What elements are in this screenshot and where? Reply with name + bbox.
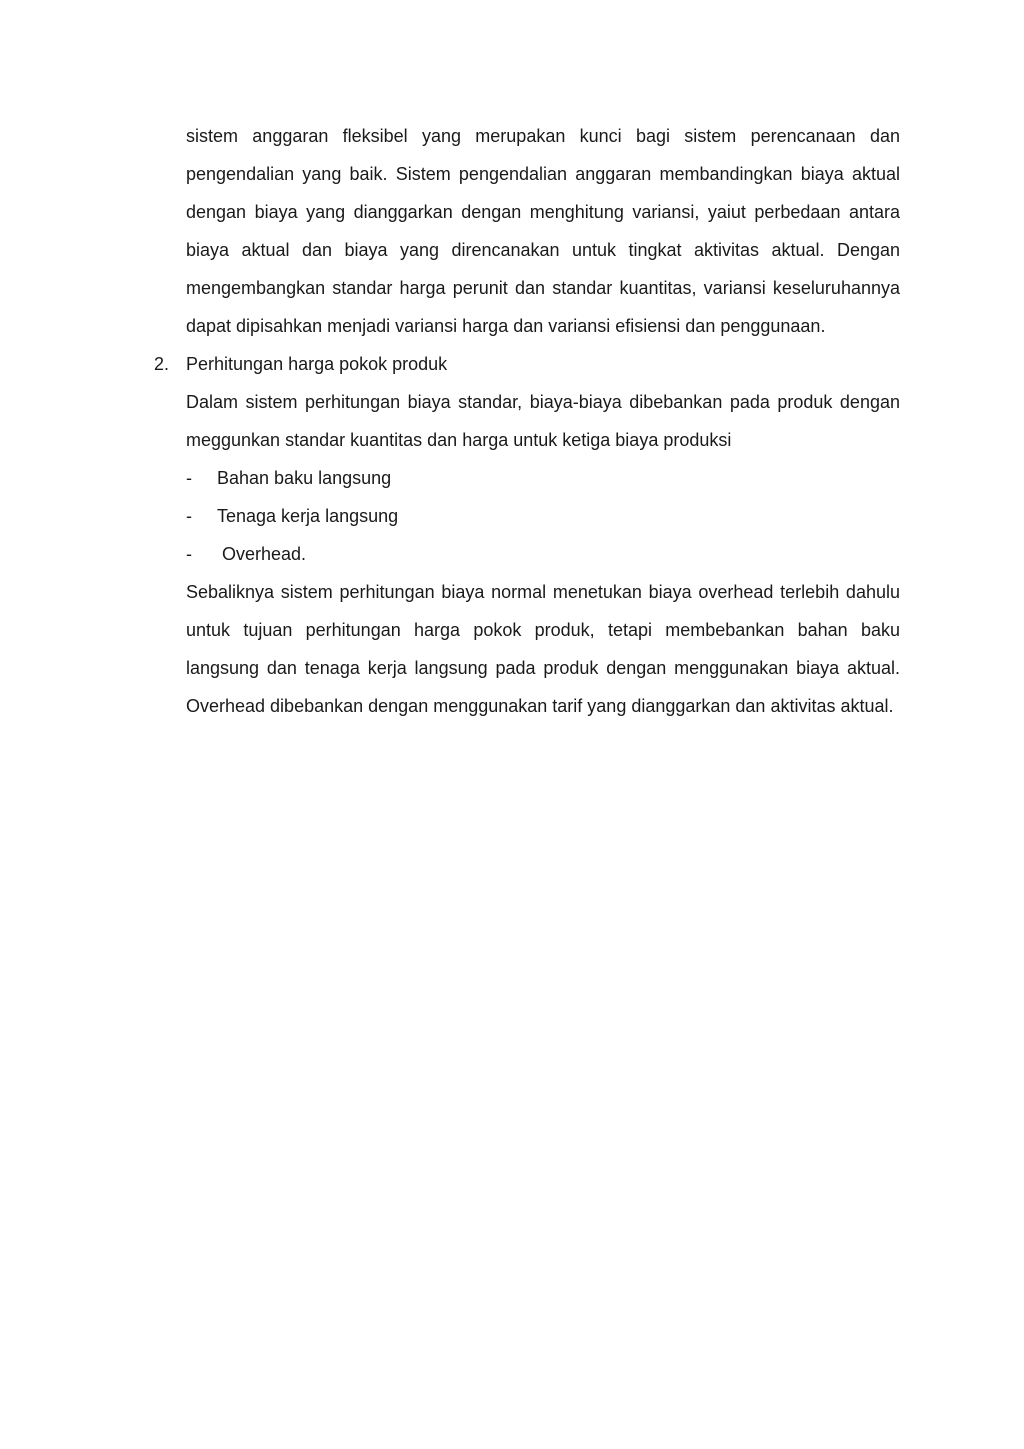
bullet-list [186,459,900,573]
intro-paragraph: sistem anggaran fleksibel yang merupakan kunci bagi sistem perencanaan dan pengendalian yang baik. Sistem pengendalian anggaran membandingkan biaya aktual dengan biaya yang dianggarkan dengan menghitung variansi, yaiut perbedaan antara biaya aktual dan biaya yang direncanakan untuk tingkat aktivitas aktual. Dengan mengembangkan standar harga perunit dan standar kuantitas, variansi keseluruhannya dapat dipisahkan menjadi variansi harga dan variansi efisiensi dan penggunaan. [186,126,900,336]
section-title: Perhitungan harga pokok produk [186,354,448,374]
closing-paragraph: Sebaliknya sistem perhitungan biaya normal menetukan biaya overhead terlebih dahulu untuk tujuan perhitungan harga pokok produk, tetapi membebankan bahan baku langsung dan tenaga kerja langsung pada produk dengan menggunakan biaya aktual. Overhead dibebankan dengan menggunakan tarif yang dianggarkan dan aktivitas aktual. [186,582,900,716]
list-item-text: Tenaga kerja langsung [217,506,399,526]
section-paragraph: Dalam sistem perhitungan biaya standar, biaya-biaya dibebankan pada produk dengan meggunkan standar kuantitas dan harga untuk ketiga biaya produksi [186,392,900,450]
list-item-text: Bahan baku langsung [217,468,392,488]
list-item [186,459,900,497]
list-item [186,497,900,535]
dash-marker: - [186,506,192,526]
dash-marker: - [186,468,192,488]
section-number: 2. [154,354,170,374]
list-item-text: Overhead. [222,544,307,564]
dash-marker: - [186,544,192,564]
list-item [186,535,900,573]
section-2 [154,345,900,725]
document-body [154,117,900,725]
